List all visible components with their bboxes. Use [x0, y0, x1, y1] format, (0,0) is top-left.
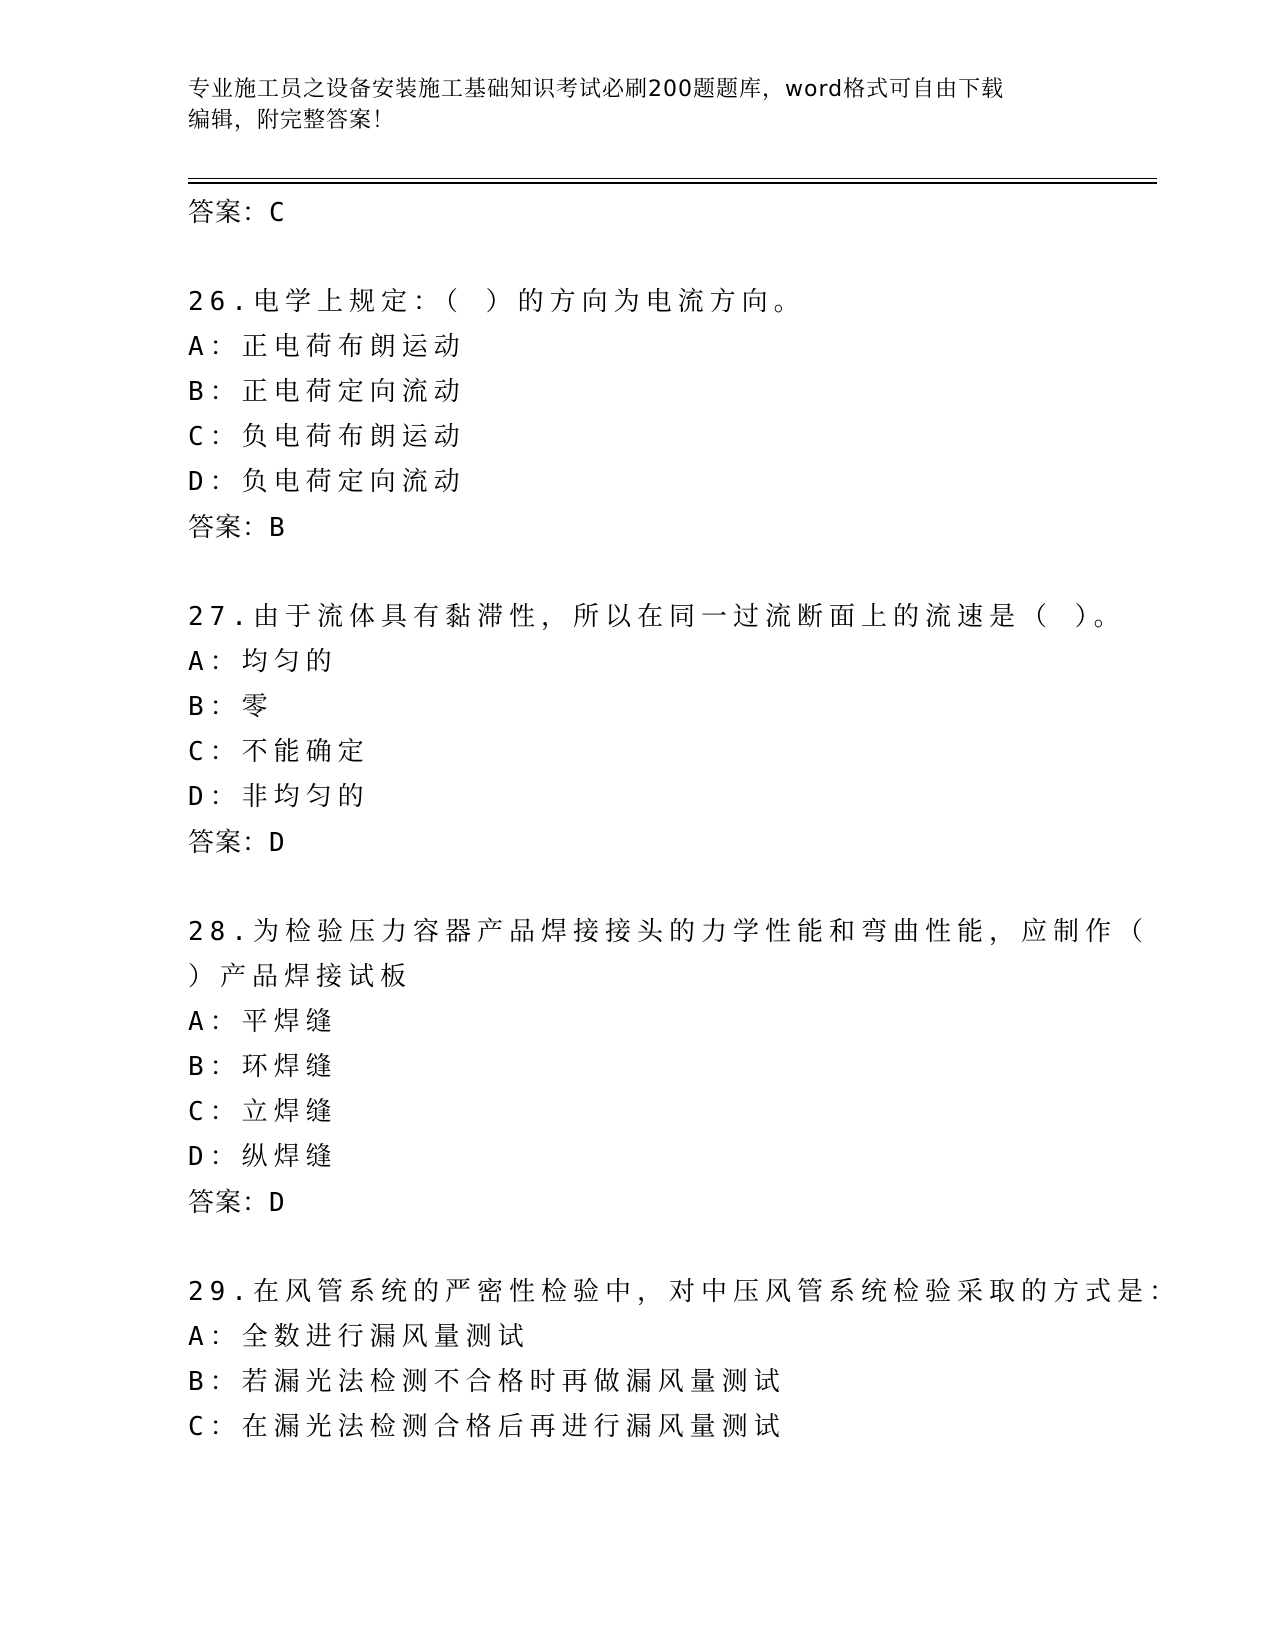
question-option: C：负电荷布朗运动 — [188, 422, 466, 452]
question-option: A：正电荷布朗运动 — [188, 332, 466, 362]
question-option: A：全数进行漏风量测试 — [188, 1322, 530, 1352]
header-title-line-2: 编辑，附完整答案！ — [188, 108, 396, 133]
question-option: C：立焊缝 — [188, 1097, 338, 1127]
question-option: D：纵焊缝 — [188, 1142, 338, 1172]
question-option: C：在漏光法检测合格后再进行漏风量测试 — [188, 1412, 786, 1442]
answer-line — [188, 1180, 1148, 1226]
answer-label: 答案： — [188, 1188, 270, 1218]
answer-line — [188, 190, 1148, 236]
question-option: A：平焊缝 — [188, 1007, 338, 1037]
question-stem: ）产品焊接试板 — [188, 962, 413, 992]
answer-line — [188, 820, 1148, 866]
answer-label: 答案： — [188, 828, 270, 858]
question-option: B：零 — [188, 692, 274, 722]
question-option: B：正电荷定向流动 — [188, 377, 466, 407]
header-divider-thick — [188, 182, 1157, 184]
question-block — [188, 595, 1148, 866]
question-option: A：均匀的 — [188, 647, 338, 677]
answer-value: D — [269, 1188, 286, 1218]
question-stem: 26.电学上规定：（ ）的方向为电流方向。 — [188, 287, 806, 317]
question-stem: 27.由于流体具有黏滞性，所以在同一过流断面上的流速是（ ）。 — [188, 602, 1126, 632]
question-stem: 29.在风管系统的严密性检验中，对中压风管系统检验采取的方式是： — [188, 1277, 1181, 1307]
document-header — [188, 74, 1088, 136]
question-block — [188, 1270, 1181, 1450]
answer-line — [188, 505, 1148, 551]
question-option: B：环焊缝 — [188, 1052, 338, 1082]
question-option: B：若漏光法检测不合格时再做漏风量测试 — [188, 1367, 786, 1397]
question-block — [188, 910, 1148, 1226]
answer-value: C — [269, 198, 286, 228]
header-title-line-1: 专业施工员之设备安装施工基础知识考试必刷200题题库，word格式可自由下载 — [188, 77, 1005, 102]
question-option: D：负电荷定向流动 — [188, 467, 466, 497]
answer-label: 答案： — [188, 198, 270, 228]
answer-value: B — [269, 513, 286, 543]
header-divider-thin — [188, 178, 1157, 179]
questions-container — [188, 280, 1181, 1450]
question-list — [188, 190, 1181, 1450]
question-option: C：不能确定 — [188, 737, 370, 767]
question-stem: 28.为检验压力容器产品焊接接头的力学性能和弯曲性能，应制作（ — [188, 917, 1149, 947]
question-block — [188, 280, 1148, 551]
question-option: D：非均匀的 — [188, 782, 370, 812]
answer-value: D — [269, 828, 286, 858]
answer-label: 答案： — [188, 513, 270, 543]
